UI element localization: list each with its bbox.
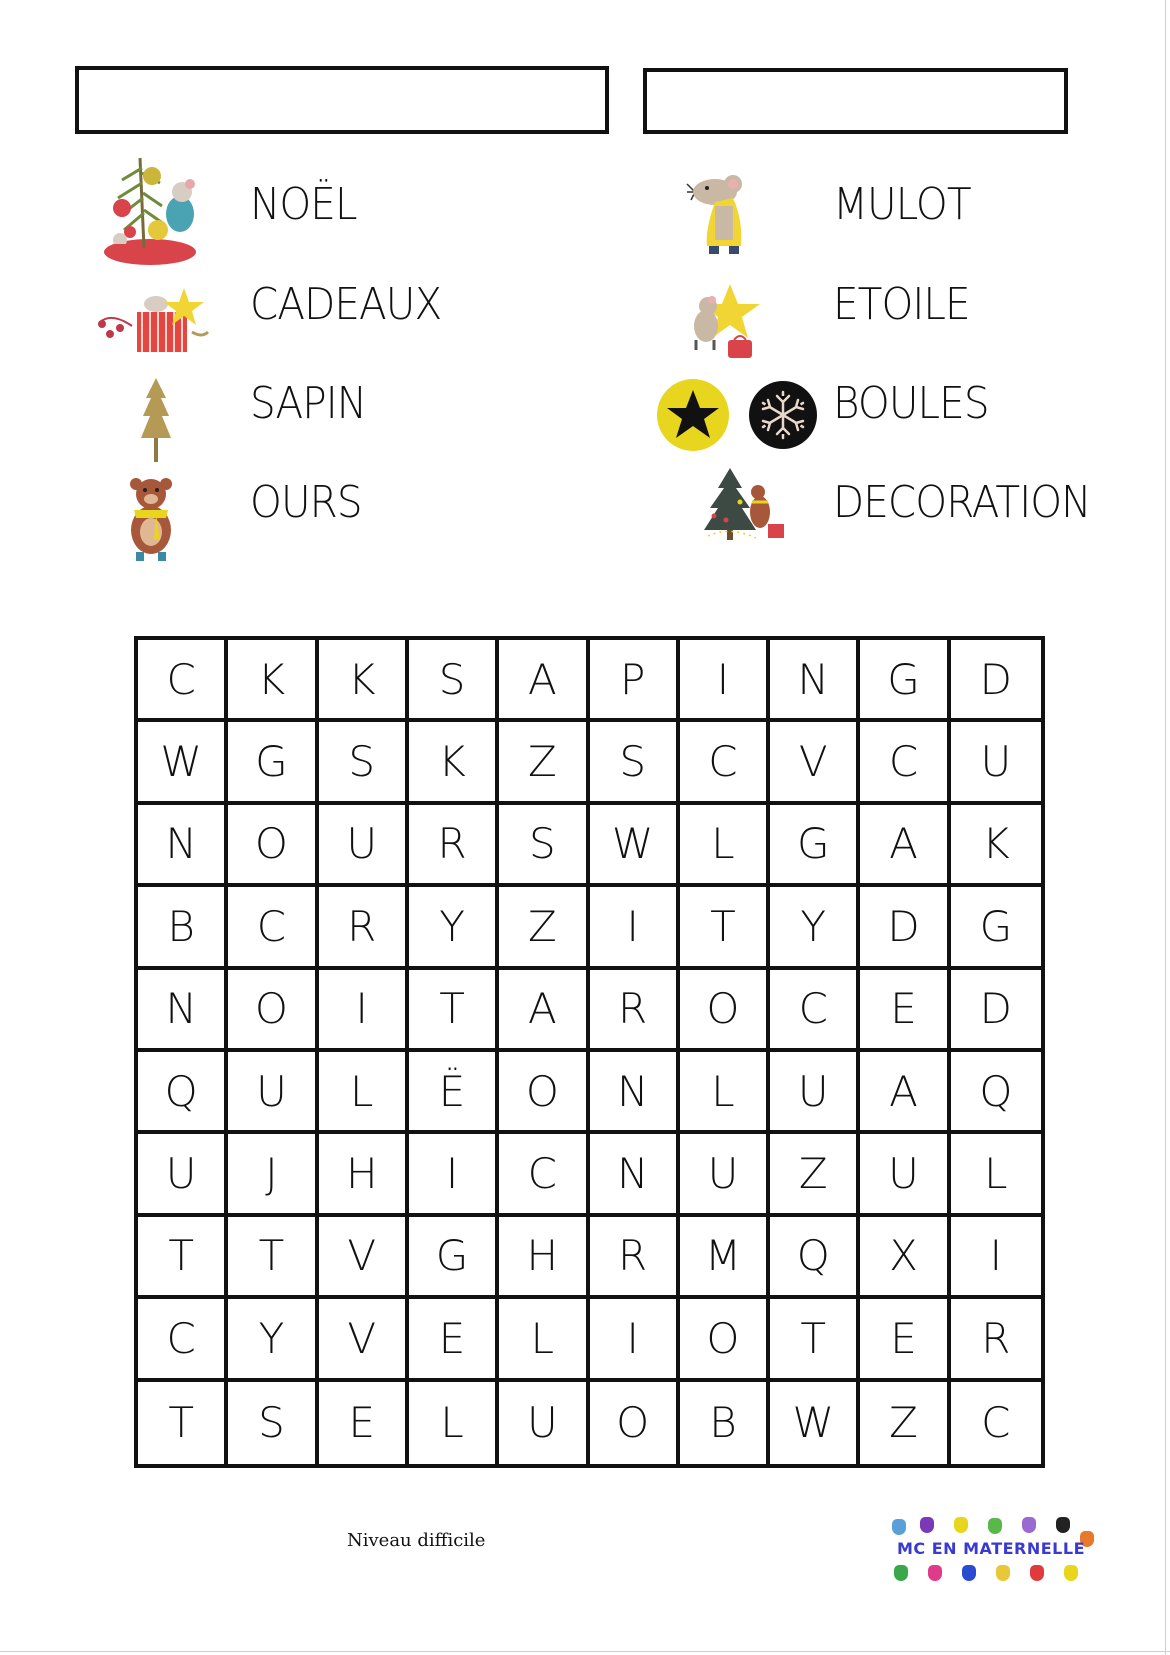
grid-cell[interactable]: A bbox=[860, 805, 950, 887]
grid-cell[interactable]: G bbox=[228, 722, 318, 804]
grid-cell[interactable]: D bbox=[951, 640, 1041, 722]
grid-cell[interactable]: S bbox=[228, 1382, 318, 1464]
grid-cell[interactable]: I bbox=[680, 640, 770, 722]
grid-cell[interactable]: W bbox=[138, 722, 228, 804]
grid-cell[interactable]: Q bbox=[770, 1217, 860, 1299]
mc-en-maternelle-logo bbox=[880, 1515, 1102, 1585]
grid-cell[interactable]: R bbox=[951, 1299, 1041, 1381]
mouse-holding-star-icon bbox=[678, 282, 768, 362]
grid-cell[interactable]: C bbox=[770, 970, 860, 1052]
grid-cell[interactable]: G bbox=[409, 1217, 499, 1299]
grid-cell[interactable]: R bbox=[590, 970, 680, 1052]
hand-icon bbox=[1056, 1517, 1070, 1533]
grid-cell[interactable]: S bbox=[409, 640, 499, 722]
mice-decorating-tree-icon bbox=[100, 148, 210, 270]
grid-cell[interactable]: G bbox=[951, 887, 1041, 969]
grid-cell[interactable]: O bbox=[228, 805, 318, 887]
grid-cell[interactable]: T bbox=[138, 1382, 228, 1464]
grid-cell[interactable]: T bbox=[680, 887, 770, 969]
grid-cell[interactable]: X bbox=[860, 1217, 950, 1299]
name-box[interactable] bbox=[75, 66, 609, 134]
grid-cell[interactable]: T bbox=[770, 1299, 860, 1381]
grid-cell[interactable]: L bbox=[680, 805, 770, 887]
grid-cell[interactable]: L bbox=[680, 1052, 770, 1134]
grid-cell[interactable]: I bbox=[590, 1299, 680, 1381]
bear-decorating-tree-icon bbox=[700, 466, 792, 546]
word-etoile: ETOILE bbox=[833, 279, 970, 330]
grid-cell[interactable]: K bbox=[319, 640, 409, 722]
grid-cell[interactable]: A bbox=[499, 640, 589, 722]
date-box[interactable] bbox=[643, 68, 1068, 134]
grid-cell[interactable]: O bbox=[680, 1299, 770, 1381]
grid-cell[interactable]: U bbox=[228, 1052, 318, 1134]
hand-icon bbox=[1064, 1565, 1078, 1581]
grid-cell[interactable]: I bbox=[951, 1217, 1041, 1299]
page-edge bbox=[0, 1651, 1170, 1652]
grid-cell[interactable]: W bbox=[590, 805, 680, 887]
mouse-gift-box-icon bbox=[92, 282, 214, 362]
word-noel: NOËL bbox=[250, 179, 357, 230]
grid-cell[interactable]: O bbox=[499, 1052, 589, 1134]
grid-cell[interactable]: G bbox=[770, 805, 860, 887]
word-boules: BOULES bbox=[833, 378, 989, 429]
grid-cell[interactable]: S bbox=[499, 805, 589, 887]
grid-cell[interactable]: O bbox=[590, 1382, 680, 1464]
grid-cell[interactable]: C bbox=[138, 1299, 228, 1381]
grid-cell[interactable]: S bbox=[590, 722, 680, 804]
logo-text: MC EN MATERNELLE bbox=[897, 1539, 1085, 1558]
grid-cell[interactable]: Q bbox=[138, 1052, 228, 1134]
grid-cell[interactable]: Ë bbox=[409, 1052, 499, 1134]
word-decoration: DECORATION bbox=[833, 477, 1091, 528]
grid-cell[interactable]: K bbox=[951, 805, 1041, 887]
grid-cell[interactable]: I bbox=[409, 1134, 499, 1216]
grid-cell[interactable]: N bbox=[590, 1134, 680, 1216]
grid-cell[interactable]: T bbox=[409, 970, 499, 1052]
grid-cell[interactable]: H bbox=[499, 1217, 589, 1299]
grid-cell[interactable]: U bbox=[138, 1134, 228, 1216]
grid-cell[interactable]: L bbox=[951, 1134, 1041, 1216]
grid-cell[interactable]: Q bbox=[951, 1052, 1041, 1134]
grid-cell[interactable]: N bbox=[590, 1052, 680, 1134]
grid-cell[interactable]: O bbox=[680, 970, 770, 1052]
grid-cell[interactable]: Z bbox=[860, 1382, 950, 1464]
grid-cell[interactable]: D bbox=[860, 887, 950, 969]
hand-icon bbox=[996, 1565, 1010, 1581]
grid-cell[interactable]: L bbox=[409, 1382, 499, 1464]
grid-cell[interactable]: P bbox=[590, 640, 680, 722]
grid-cell[interactable]: Z bbox=[499, 722, 589, 804]
grid-cell[interactable]: V bbox=[319, 1217, 409, 1299]
word-sapin: SAPIN bbox=[250, 378, 367, 429]
star-and-snowflake-baubles-icon bbox=[655, 378, 821, 452]
grid-cell[interactable]: U bbox=[951, 722, 1041, 804]
grid-cell[interactable]: M bbox=[680, 1217, 770, 1299]
bear-with-scarf-icon bbox=[126, 474, 176, 564]
grid-cell[interactable]: U bbox=[860, 1134, 950, 1216]
grid-cell[interactable]: J bbox=[228, 1134, 318, 1216]
grid-cell[interactable]: E bbox=[319, 1382, 409, 1464]
grid-cell[interactable]: V bbox=[319, 1299, 409, 1381]
grid-cell[interactable]: R bbox=[409, 805, 499, 887]
grid-cell[interactable]: Y bbox=[228, 1299, 318, 1381]
grid-cell[interactable]: Y bbox=[409, 887, 499, 969]
grid-cell[interactable]: R bbox=[590, 1217, 680, 1299]
grid-cell[interactable]: C bbox=[138, 640, 228, 722]
word-cadeaux: CADEAUX bbox=[250, 279, 442, 330]
word-ours: OURS bbox=[250, 477, 362, 528]
grid-cell[interactable]: U bbox=[770, 1052, 860, 1134]
grid-cell[interactable]: L bbox=[319, 1052, 409, 1134]
grid-cell[interactable]: A bbox=[499, 970, 589, 1052]
grid-cell[interactable]: G bbox=[860, 640, 950, 722]
grid-cell[interactable]: E bbox=[860, 970, 950, 1052]
grid-cell[interactable]: L bbox=[499, 1299, 589, 1381]
page-edge bbox=[1165, 0, 1166, 1655]
grid-cell[interactable]: Y bbox=[770, 887, 860, 969]
grid-cell[interactable]: N bbox=[138, 970, 228, 1052]
hand-icon bbox=[920, 1517, 934, 1533]
hand-icon bbox=[962, 1565, 976, 1581]
grid-cell[interactable]: I bbox=[319, 970, 409, 1052]
hand-icon bbox=[954, 1517, 968, 1533]
grid-cell[interactable]: N bbox=[770, 640, 860, 722]
hand-icon bbox=[892, 1519, 906, 1535]
word-search-grid bbox=[134, 636, 1045, 1468]
grid-cell[interactable]: V bbox=[770, 722, 860, 804]
grid-cell[interactable]: A bbox=[860, 1052, 950, 1134]
difficulty-label: Niveau difficile bbox=[347, 1530, 486, 1551]
grid-cell[interactable]: K bbox=[409, 722, 499, 804]
grid-cell[interactable]: K bbox=[228, 640, 318, 722]
grid-cell[interactable]: C bbox=[860, 722, 950, 804]
grid-cell[interactable]: T bbox=[138, 1217, 228, 1299]
hand-icon bbox=[894, 1565, 908, 1581]
grid-cell[interactable]: S bbox=[319, 722, 409, 804]
grid-cell[interactable]: B bbox=[138, 887, 228, 969]
hand-icon bbox=[1030, 1565, 1044, 1581]
grid-cell[interactable]: H bbox=[319, 1134, 409, 1216]
grid-cell[interactable]: C bbox=[981, 1398, 1011, 1448]
grid-cell[interactable]: W bbox=[770, 1382, 860, 1464]
grid-cell[interactable]: Z bbox=[499, 887, 589, 969]
mouse-yellow-raincoat-icon bbox=[685, 170, 765, 258]
grid-cell[interactable]: B bbox=[680, 1382, 770, 1464]
grid-cell[interactable]: U bbox=[499, 1382, 589, 1464]
grid-cell[interactable]: E bbox=[860, 1299, 950, 1381]
hand-icon bbox=[988, 1518, 1002, 1534]
grid-cell[interactable]: D bbox=[951, 970, 1041, 1052]
grid-cell[interactable]: C bbox=[499, 1134, 589, 1216]
grid-cell[interactable]: U bbox=[319, 805, 409, 887]
grid-cell[interactable]: C bbox=[228, 887, 318, 969]
grid-cell[interactable]: C bbox=[680, 722, 770, 804]
grid-cell[interactable]: E bbox=[409, 1299, 499, 1381]
grid-cell[interactable]: T bbox=[228, 1217, 318, 1299]
grid-cell[interactable]: I bbox=[590, 887, 680, 969]
pine-tree-icon bbox=[140, 376, 172, 464]
grid-cell[interactable]: O bbox=[228, 970, 318, 1052]
grid-cell[interactable]: N bbox=[138, 805, 228, 887]
hand-icon bbox=[928, 1565, 942, 1581]
grid-cell[interactable]: Z bbox=[770, 1134, 860, 1216]
word-mulot: MULOT bbox=[833, 179, 971, 230]
grid-cell[interactable]: R bbox=[319, 887, 409, 969]
hand-icon bbox=[1022, 1517, 1036, 1533]
grid-cell[interactable]: U bbox=[680, 1134, 770, 1216]
